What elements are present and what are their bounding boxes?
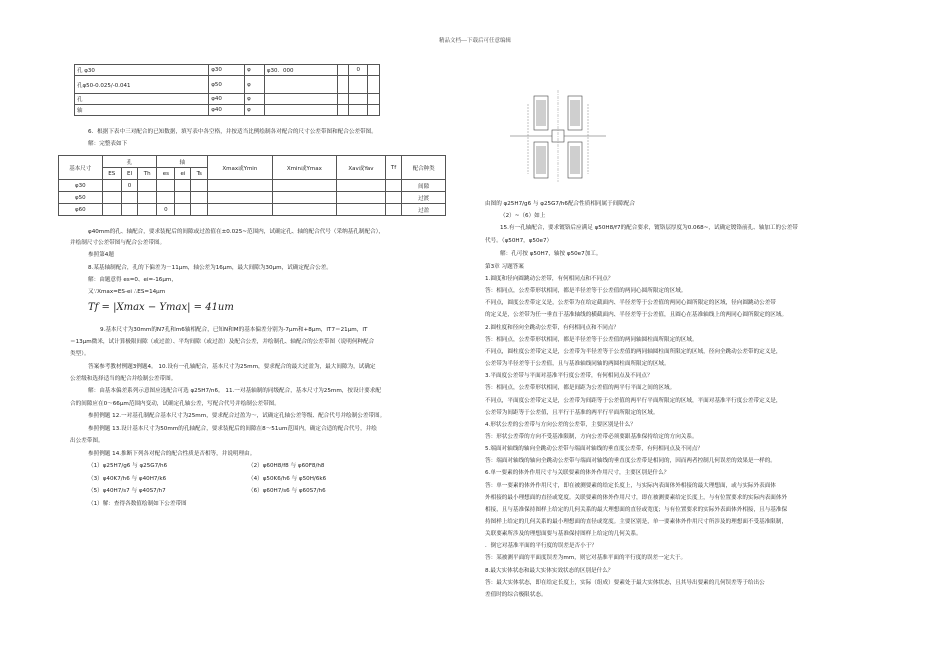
table-row: ES EI Th es ei Ts <box>59 168 446 180</box>
qa-line: 3.平面度公差带与平面对基准平行度公差带，有何相同点及不同点？ <box>485 373 653 380</box>
table-row: 孔φ50-0.025/-0.041 φ50 φ <box>75 76 380 94</box>
page-header: 精品文档---下载后可任意编辑 <box>439 38 511 44</box>
qa-line: 答：相同点，公差带形状相同，都是半径差等于公差值的两同心圆所限定的区域。 <box>485 288 687 295</box>
formula: Tf = |Xmax − Ymax| = 41um <box>88 302 234 313</box>
qa-line: 相接，且与基准保持图样上给定的几何关系的最大理想面的直径或宽度；与有位置要求的实际外表面体外相接，且与基准保 <box>485 506 788 513</box>
qa-line: 持图样上给定的几何关系的最小理想面的直径或宽度。主要区别是，单一要素体外作用尺寸所涉及的理想面不受基准限制， <box>485 519 788 525</box>
qa-line: 8.最大实体状态和最大实体实效状态的区别是什么？ <box>485 567 614 574</box>
table-row: φ30 0 间隙 <box>59 180 446 192</box>
qa-line: 答：相同点，公差带形状相同，都是间距为公差值的两平行平面之间的区域。 <box>485 385 676 392</box>
table-2 <box>58 155 446 216</box>
qa-line: ．倒它对基准平面的平行度的误差是否小于？ <box>485 543 597 550</box>
qa-line: 答：端面对轴线的轴向全跳动公差带与端面对轴线的垂直度公差带是相同的，因而两者控制几何误差的效果是一样的。 <box>485 458 776 465</box>
qa-line: 的定义是，公差带为任一垂直于基准轴线的横截面内、半径差等于公差值，且圆心在基准轴线上的两同心圆所限定的区域。 <box>485 312 788 319</box>
table-row: 孔 φ30 φ30 φ φ30．000 0 <box>75 65 380 76</box>
qa-line: 公差带为间距等于公差值，且平行于基准的两平行平面所限定的区域。 <box>485 409 659 416</box>
qa-line: 不同点，圆柱度公差带定义是，公差带为半径差等于公差值的两同轴圆柱面所限定的区域，径向全跳动公差带的定义是， <box>485 348 782 355</box>
qa-line: 答：某被测平面的平面度误差为mm，则它对基准平面的平行度的误差一定大于。 <box>485 555 687 562</box>
question-6: 6．根据下表中三对配合的已知数据，填写表中各空格，并按适当比例绘制各对配合的尺寸公差带图和配合公差带图。 <box>88 129 377 135</box>
table-row: 基本尺寸 孔 轴 Xmax或Ymin Xmin或Ymax Xav或Yav Tf 配合种类 <box>59 156 446 168</box>
qa-line: 5.端面对轴线的轴向全跳动公差带与端面对轴线的垂直度公差带，有何相同点及不同点？ <box>485 446 703 453</box>
answer-label: 解：完整表如下 <box>88 141 128 147</box>
qa-line: 不同点，圆度公差带定义是，公差带为在给定截面内、半径差等于公差值的两同心圆所限定的区域，径向圆跳动公差带 <box>485 300 776 307</box>
qa-line: 答：单一要素的体外作用尺寸，即在被测要素的给定长度上，与实际内表面体外相接的最大理想面，或与实际外表面体 <box>485 482 776 489</box>
table-row: φ50 过渡 <box>59 192 446 204</box>
qa-line: 4.形状公差的公差带与方向公差的公差带，主要区别是什么？ <box>485 421 636 428</box>
qa-line: 差值时的综合极限状态。 <box>485 591 547 598</box>
qa-line: 答：相同点，公差带形状相同，都是半径差等于公差值的两同轴圆柱面所限定的区域。 <box>485 336 698 343</box>
table-1 <box>74 64 380 116</box>
qa-line: 外相接的最小理想面的直径或宽度。关联要素的体外作用尺寸，即在被测要素给定长度上，与有位置要求的实际内表面体外 <box>485 494 788 501</box>
qa-line: 答：最大实体状态，即在给定长度上，实际（组成）要素处于最大实体状态，且其导出要素的几何误差等于给出公 <box>485 579 765 586</box>
qa-line: 关联要素所涉及的理想面要与基准保持图样上给定的几何关系。 <box>485 531 642 538</box>
table-row: 孔 φ40 φ <box>75 94 380 105</box>
qa-line: 不同点，平面度公差带定义是，公差带为间距等于公差值的两平行平面所限定的区域，平面对基准平行度公差带定义是， <box>485 397 782 404</box>
qa-line: 2.圆柱度和径向全跳动公差带，有何相同点和不同点？ <box>485 324 619 331</box>
table-row: 轴 φ40 φ <box>75 105 380 116</box>
qa-line: 1.圆度和径向圆跳动公差带，有何相同点和不同点？ <box>485 276 614 282</box>
tolerance-zone-diagram <box>508 84 608 188</box>
chapter-title: 第3章 习题答案 <box>485 264 524 270</box>
qa-line: 答：形状公差带的方向不受基准限制，方向公差带必须要跟基准保持给定的方向关系。 <box>485 433 698 440</box>
table-row: φ60 0 过盈 <box>59 204 446 216</box>
qa-line: 公差带为半径差等于公差值，且与基准轴线同轴的两圆柱面所限定的区域。 <box>485 361 670 368</box>
qa-line: 6.单一要素的体外作用尺寸与关联要素的体外作用尺寸，主要区别是什么？ <box>485 470 670 477</box>
